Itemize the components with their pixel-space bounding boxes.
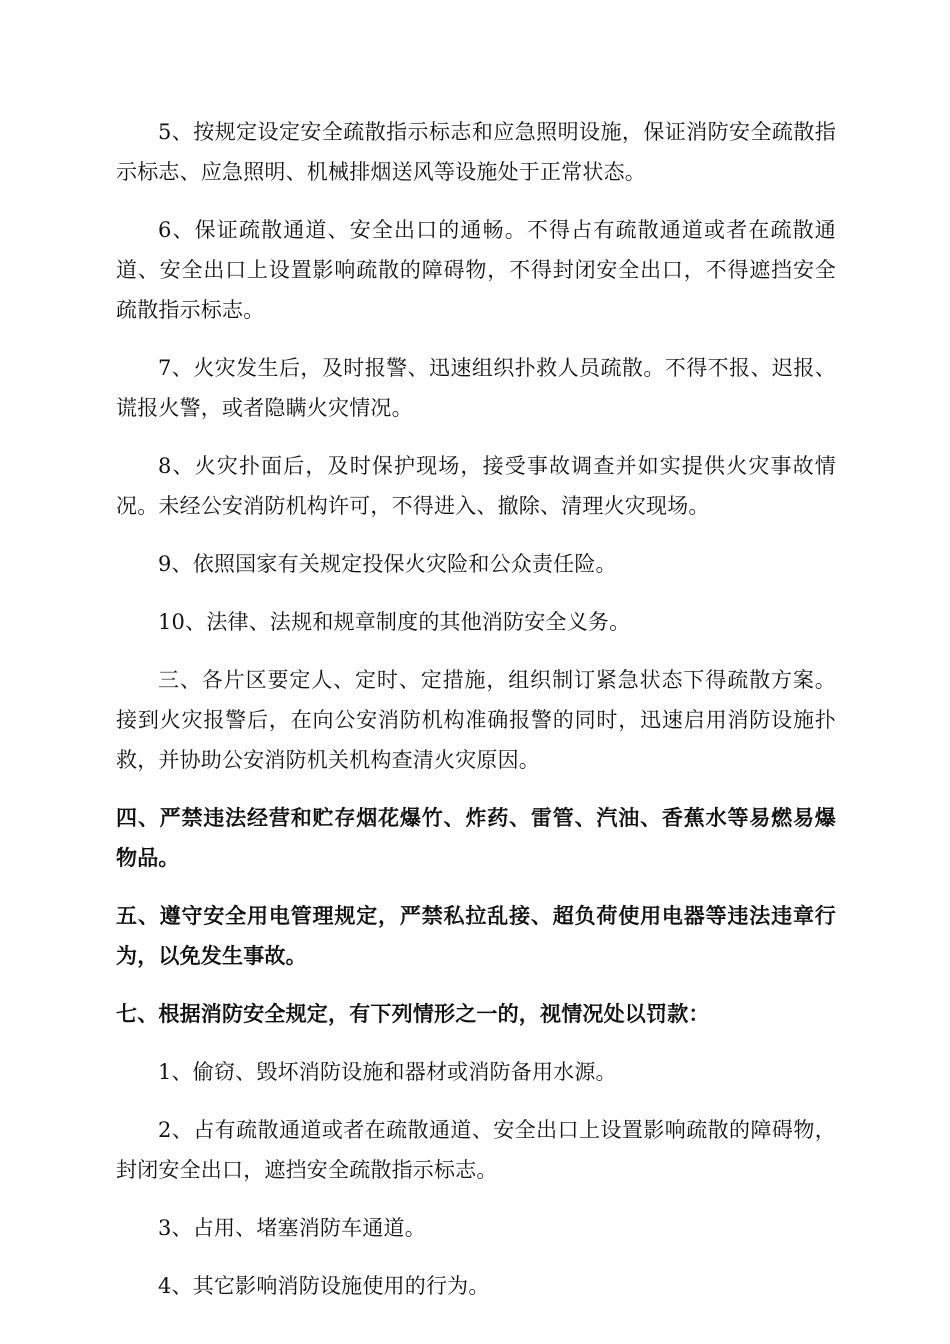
paragraph-item-6: 6、保证疏散通道、安全出口的通畅。不得占有疏散通道或者在疏散通道、安全出口上设置影响疏散的障碍物，不得封闭安全出口，不得遮挡安全疏散指示标志。 xyxy=(116,218,836,322)
document-body xyxy=(116,112,836,1324)
paragraph-penalty-4: 4、其它影响消防设施使用的行为。 xyxy=(158,1274,490,1298)
paragraph-item-7: 7、火灾发生后，及时报警、迅速组织扑救人员疏散。不得不报、迟报、谎报火警，或者隐瞒火灾情况。 xyxy=(116,356,836,420)
paragraph-penalty-3: 3、占用、堵塞消防车通道。 xyxy=(158,1216,426,1240)
heading-section-5: 五、遵守安全用电管理规定，严禁私拉乱接、超负荷使用电器等违法违章行为，以免发生事故。 xyxy=(116,904,836,968)
paragraph-item-5: 5、按规定设定安全疏散指示标志和应急照明设施，保证消防安全疏散指示标志、应急照明、机械排烟送风等设施处于正常状态。 xyxy=(116,120,836,184)
heading-section-4: 四、严禁违法经营和贮存烟花爆竹、炸药、雷管、汽油、香蕉水等易燃易爆物品。 xyxy=(116,806,836,870)
paragraph-section-3: 三、各片区要定人、定时、定措施，组织制订紧急状态下得疏散方案。接到火灾报警后，在向公安消防机构准确报警的同时，迅速启用消防设施扑救，并协助公安消防机关机构查清火灾原因。 xyxy=(116,668,836,772)
paragraph-item-9: 9、依照国家有关规定投保火灾险和公众责任险。 xyxy=(158,552,617,576)
paragraph-penalty-2: 2、占有疏散通道或者在疏散通道、安全出口上设置影响疏散的障碍物，封闭安全出口，遮挡安全疏散指示标志。 xyxy=(116,1118,836,1182)
paragraph-penalty-1: 1、偷窃、毁坏消防设施和器材或消防备用水源。 xyxy=(158,1060,617,1084)
paragraph-item-8: 8、火灾扑面后，及时保护现场，接受事故调查并如实提供火灾事故情况。未经公安消防机构许可，不得进入、撤除、清理火灾现场。 xyxy=(116,454,836,518)
paragraph-item-10: 10、法律、法规和规章制度的其他消防安全义务。 xyxy=(158,610,631,634)
heading-section-7: 七、根据消防安全规定，有下列情形之一的，视情况处以罚款： xyxy=(116,1002,710,1026)
